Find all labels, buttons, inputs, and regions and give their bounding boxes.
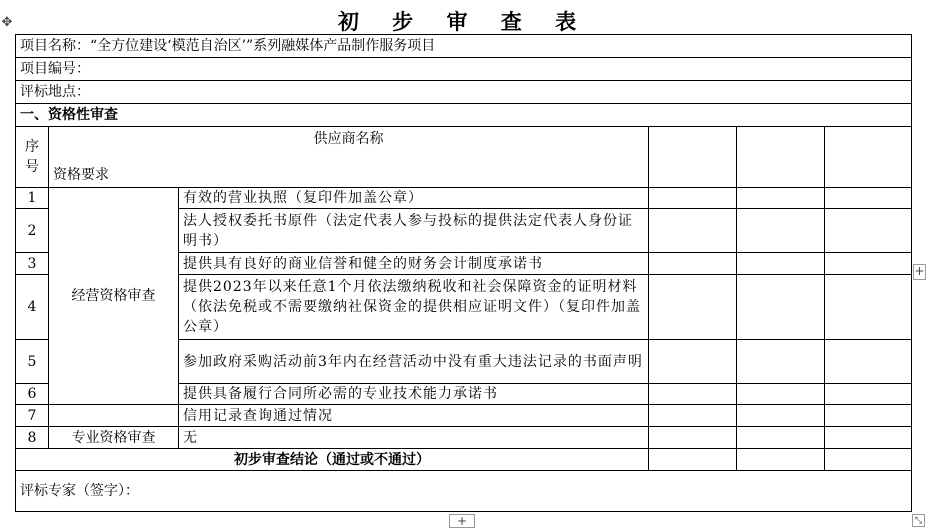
result-cell[interactable]	[825, 427, 912, 449]
result-cell[interactable]	[737, 405, 825, 427]
row-number: 4	[16, 275, 49, 340]
evaluation-location[interactable]: 评标地点：	[16, 81, 912, 104]
conclusion-cell[interactable]	[825, 449, 912, 471]
category-business: 经营资格审查	[49, 188, 179, 405]
result-cell[interactable]	[737, 427, 825, 449]
section-title: 一、资格性审查	[16, 104, 912, 127]
table-move-handle-icon[interactable]: ✥	[1, 15, 13, 30]
result-cell[interactable]	[825, 405, 912, 427]
page-title: 初 步 审 查 表	[337, 9, 590, 34]
row-number: 3	[16, 253, 49, 275]
supplier-cell-2[interactable]	[737, 127, 825, 188]
add-column-icon[interactable]: +	[914, 264, 925, 278]
requirement-text: 提供具有良好的商业信誉和健全的财务会计制度承诺书	[179, 253, 649, 275]
supplier-cell-3[interactable]	[825, 127, 912, 188]
conclusion-cell[interactable]	[737, 449, 825, 471]
header-requirement-label: 资格要求	[53, 167, 109, 183]
result-cell[interactable]	[649, 209, 737, 253]
result-cell[interactable]	[825, 253, 912, 275]
result-cell[interactable]	[649, 340, 737, 384]
result-cell[interactable]	[737, 209, 825, 253]
requirement-text: 提供具备履行合同所必需的专业技术能力承诺书	[179, 384, 649, 405]
result-cell[interactable]	[737, 384, 825, 405]
result-cell[interactable]	[825, 209, 912, 253]
expert-signature[interactable]: 评标专家（签字）：	[16, 471, 912, 512]
category-blank	[49, 405, 179, 427]
result-cell[interactable]	[737, 275, 825, 340]
requirement-text: 提供2023年以来任意1个月依法缴纳税收和社会保障资金的证明材料（依法免税或不需要缴纳社保资金的提供相应证明文件）（复印件加盖公章）	[179, 275, 649, 340]
result-cell[interactable]	[649, 384, 737, 405]
requirement-text: 无	[179, 427, 649, 449]
row-number: 5	[16, 340, 49, 384]
result-cell[interactable]	[825, 188, 912, 209]
header-seq	[16, 127, 49, 188]
requirement-text: 法人授权委托书原件（法定代表人参与投标的提供法定代表人身份证明书）	[179, 209, 649, 253]
result-cell[interactable]	[825, 384, 912, 405]
row-number: 7	[16, 405, 49, 427]
requirement-text: 参加政府采购活动前3年内在经营活动中没有重大违法记录的书面声明	[179, 340, 649, 384]
header-diagonal-cell	[49, 127, 649, 188]
header-supplier-label: 供应商名称	[313, 131, 384, 147]
requirement-text: 有效的营业执照（复印件加盖公章）	[179, 188, 649, 209]
result-cell[interactable]	[737, 253, 825, 275]
row-number: 2	[16, 209, 49, 253]
result-cell[interactable]	[737, 188, 825, 209]
result-cell[interactable]	[649, 427, 737, 449]
result-cell[interactable]	[825, 340, 912, 384]
row-number: 8	[16, 427, 49, 449]
result-cell[interactable]	[649, 253, 737, 275]
result-cell[interactable]	[737, 340, 825, 384]
row-number: 1	[16, 188, 49, 209]
add-row-icon[interactable]: +	[449, 514, 475, 528]
result-cell[interactable]	[649, 188, 737, 209]
category-professional: 专业资格审查	[49, 427, 179, 449]
requirement-text: 信用记录查询通过情况	[179, 405, 649, 427]
row-number: 6	[16, 384, 49, 405]
resize-table-icon[interactable]: ⤡	[912, 514, 925, 527]
project-number[interactable]: 项目编号：	[16, 58, 912, 81]
conclusion-cell[interactable]	[649, 449, 737, 471]
supplier-cell-1[interactable]	[649, 127, 737, 188]
result-cell[interactable]	[825, 275, 912, 340]
result-cell[interactable]	[649, 275, 737, 340]
review-table	[15, 34, 912, 512]
project-name[interactable]: 项目名称：“全方位建设‘模范自治区’”系列融媒体产品制作服务项目	[16, 35, 912, 58]
header-seq-label: 序号	[25, 139, 39, 175]
conclusion-label: 初步审查结论（通过或不通过）	[16, 449, 649, 471]
result-cell[interactable]	[649, 405, 737, 427]
